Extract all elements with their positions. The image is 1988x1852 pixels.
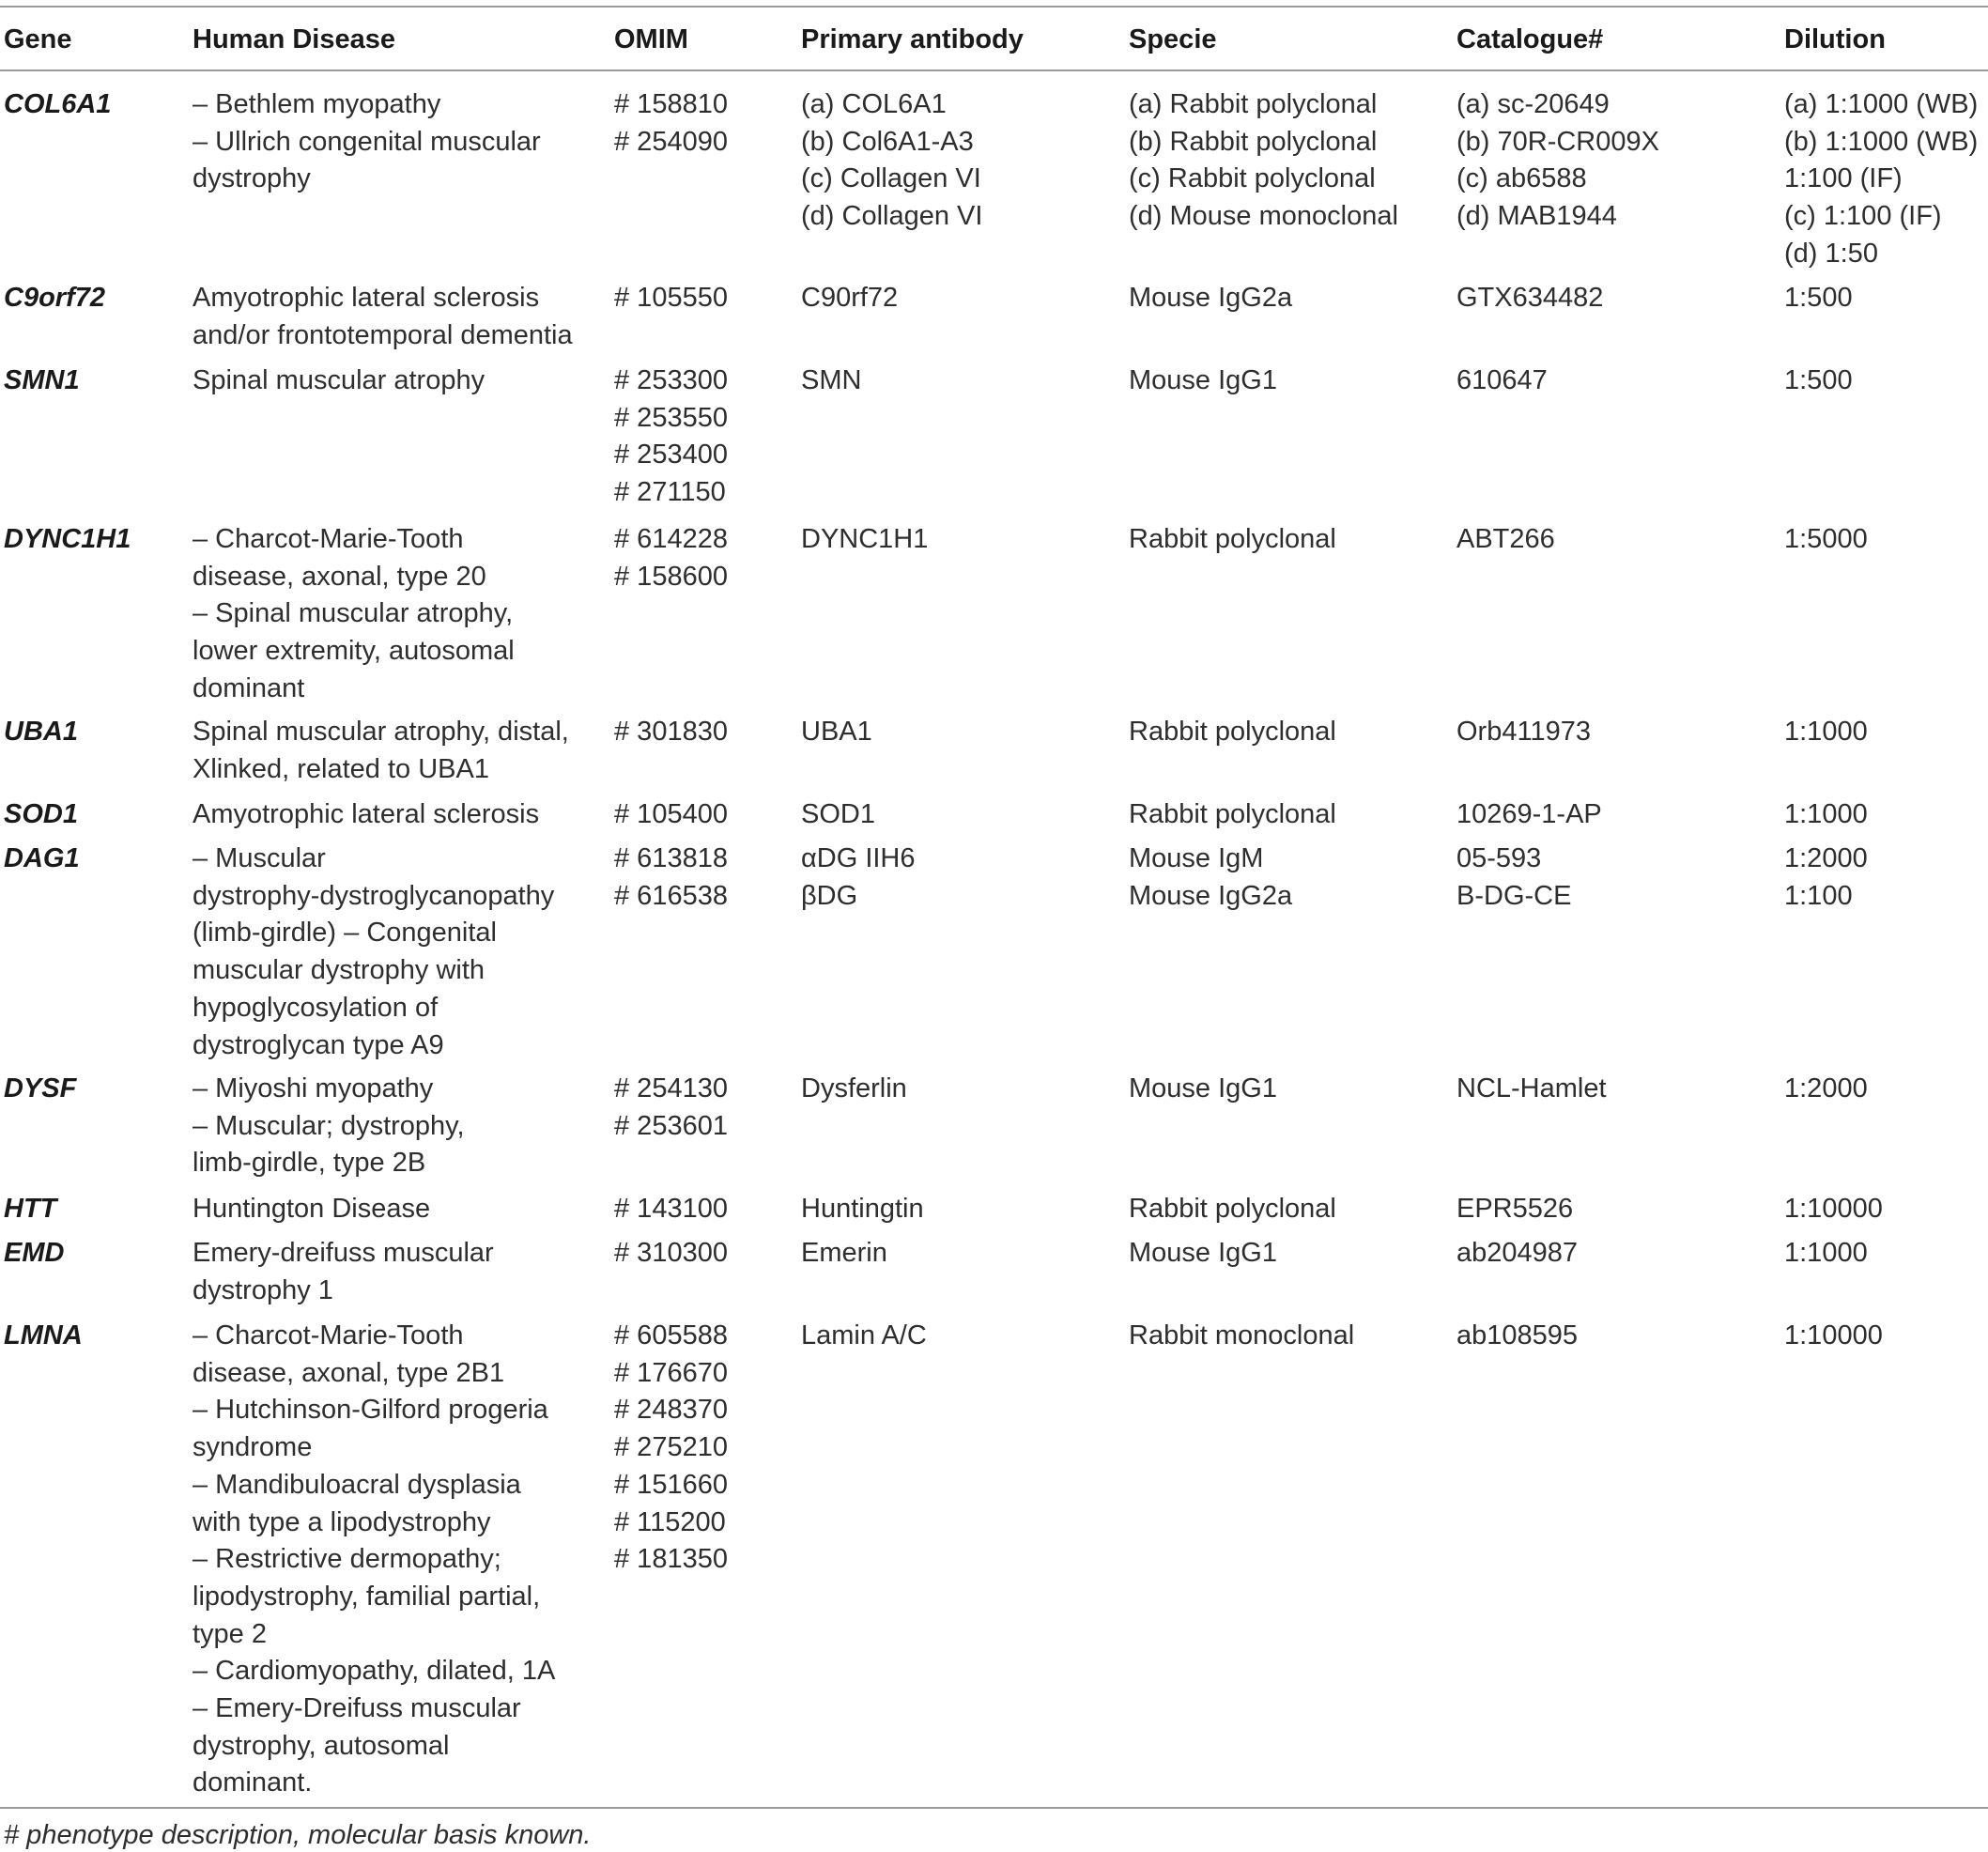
antibody-line: Dysferlin <box>801 1073 907 1103</box>
catalogue-line: GTX634482 <box>1456 283 1604 313</box>
omim-line: # 253300 <box>614 365 728 395</box>
dilution-line: 1:10000 <box>1784 1320 1883 1350</box>
omim-line: # 158600 <box>614 561 728 592</box>
dilution-line: 1:1000 <box>1784 1238 1868 1268</box>
specie-cell <box>1129 841 1292 915</box>
disease-line: – Mandibuloacral dysplasia <box>193 1469 521 1500</box>
specie-line: (c) Rabbit polyclonal <box>1129 163 1376 194</box>
dilution-cell <box>1784 280 1853 317</box>
catalogue-cell <box>1456 280 1603 317</box>
dilution-cell <box>1784 86 1978 273</box>
table-footnote: # phenotype description, molecular basis known. <box>4 1820 592 1850</box>
disease-line: hypoglycosylation of <box>193 992 439 1023</box>
header-antibody: Primary antibody <box>801 24 1024 54</box>
disease-line: Spinal muscular atrophy <box>193 365 485 395</box>
disease-cell <box>193 1191 430 1228</box>
disease-line: dominant. <box>193 1767 313 1798</box>
disease-line: and/or frontotemporal dementia <box>193 319 573 350</box>
omim-line: # 271150 <box>614 477 726 508</box>
specie-line: Mouse IgG2a <box>1129 880 1293 911</box>
specie-cell <box>1129 1071 1277 1108</box>
omim-cell <box>614 280 728 317</box>
antibody-line: Lamin A/C <box>801 1320 927 1350</box>
dilution-line: 1:5000 <box>1784 524 1868 554</box>
disease-line: – Ullrich congenital muscular <box>193 126 541 157</box>
dilution-cell <box>1784 1191 1883 1228</box>
omim-cell <box>614 796 728 834</box>
antibody-line: (a) COL6A1 <box>801 89 947 119</box>
dilution-line: 1:500 <box>1784 365 1853 395</box>
catalogue-line: (c) ab6588 <box>1456 163 1587 194</box>
specie-cell <box>1129 86 1398 236</box>
dilution-line: 1:2000 <box>1784 1073 1868 1103</box>
antibody-line: αDG IIH6 <box>801 843 916 873</box>
catalogue-line: EPR5526 <box>1456 1194 1574 1224</box>
antibody-line: DYNC1H1 <box>801 524 929 554</box>
catalogue-cell <box>1456 1235 1578 1273</box>
antibody-line: Emerin <box>801 1238 887 1268</box>
antibody-cell <box>801 796 875 834</box>
disease-line: – Restrictive dermopathy; <box>193 1544 501 1575</box>
dilution-line: 1:10000 <box>1784 1194 1883 1224</box>
omim-cell <box>614 1318 728 1579</box>
specie-line: Rabbit polyclonal <box>1129 524 1336 554</box>
dilution-cell <box>1784 841 1868 915</box>
table-bottom-rule <box>0 1807 1988 1809</box>
disease-line: with type a lipodystrophy <box>193 1506 491 1537</box>
gene-cell: LMNA <box>4 1320 83 1350</box>
header-rule <box>0 69 1988 71</box>
disease-line: disease, axonal, type 2B1 <box>193 1357 505 1388</box>
specie-line: (d) Mouse monoclonal <box>1129 201 1398 232</box>
disease-line: Xlinked, related to UBA1 <box>193 753 489 784</box>
dilution-line: 1:2000 <box>1784 843 1868 873</box>
specie-line: (a) Rabbit polyclonal <box>1129 89 1378 119</box>
disease-cell <box>193 86 541 198</box>
specie-line: Rabbit monoclonal <box>1129 1320 1355 1350</box>
omim-cell <box>614 1191 728 1228</box>
specie-line: Mouse IgG2a <box>1129 283 1293 313</box>
antibody-line: UBA1 <box>801 717 872 747</box>
disease-line: Amyotrophic lateral sclerosis <box>193 799 540 829</box>
omim-cell <box>614 363 728 512</box>
omim-line: # 616538 <box>614 880 728 911</box>
disease-line: limb-girdle, type 2B <box>193 1148 426 1179</box>
omim-cell <box>614 714 728 751</box>
omim-line: # 253601 <box>614 1110 728 1141</box>
antibody-cell <box>801 363 861 400</box>
dilution-cell <box>1784 1318 1883 1355</box>
dilution-cell <box>1784 714 1868 751</box>
disease-line: – Bethlem myopathy <box>193 89 441 119</box>
dilution-line: (d) 1:50 <box>1784 238 1878 269</box>
specie-cell <box>1129 1318 1354 1355</box>
omim-cell <box>614 1071 728 1145</box>
specie-line: Rabbit polyclonal <box>1129 717 1336 747</box>
disease-line: – Hutchinson-Gilford progeria <box>193 1395 548 1426</box>
catalogue-line: NCL-Hamlet <box>1456 1073 1607 1103</box>
specie-line: Mouse IgM <box>1129 843 1264 873</box>
catalogue-line: (a) sc-20649 <box>1456 89 1610 119</box>
omim-line: # 176670 <box>614 1357 728 1388</box>
omim-cell <box>614 521 728 595</box>
antibody-cell <box>801 1235 887 1273</box>
catalogue-cell <box>1456 841 1571 915</box>
catalogue-cell <box>1456 714 1591 751</box>
omim-line: # 275210 <box>614 1432 728 1463</box>
omim-line: # 115200 <box>614 1506 726 1537</box>
omim-line: # 310300 <box>614 1238 728 1268</box>
omim-cell <box>614 841 728 915</box>
antibody-cell <box>801 280 898 317</box>
dilution-line: (c) 1:100 (IF) <box>1784 201 1942 232</box>
gene-cell: DYSF <box>4 1073 77 1103</box>
specie-cell <box>1129 363 1277 400</box>
gene-cell: DAG1 <box>4 843 80 873</box>
header-gene: Gene <box>4 24 72 54</box>
gene-cell: EMD <box>4 1238 65 1268</box>
catalogue-line: 10269-1-AP <box>1456 799 1602 829</box>
catalogue-line: 05-593 <box>1456 843 1542 873</box>
dilution-line: 1:100 <box>1784 880 1853 911</box>
catalogue-line: (b) 70R-CR009X <box>1456 126 1659 157</box>
antibody-cell <box>801 714 872 751</box>
disease-line: dystrophy-dystroglycanopathy <box>193 880 555 911</box>
omim-line: # 614228 <box>614 524 728 554</box>
gene-cell: HTT <box>4 1194 57 1224</box>
gene-cell: C9orf72 <box>4 283 105 313</box>
catalogue-cell <box>1456 521 1555 559</box>
specie-cell <box>1129 796 1336 834</box>
disease-line: lipodystrophy, familial partial, <box>193 1581 541 1612</box>
disease-cell <box>193 1318 555 1802</box>
specie-cell <box>1129 1235 1277 1273</box>
omim-line: # 613818 <box>614 843 728 873</box>
dilution-line: (b) 1:1000 (WB) <box>1784 126 1979 157</box>
antibody-cell <box>801 1071 907 1108</box>
omim-line: # 143100 <box>614 1194 728 1224</box>
disease-line: – Cardiomyopathy, dilated, 1A <box>193 1656 556 1687</box>
specie-line: Rabbit polyclonal <box>1129 799 1336 829</box>
gene-cell: UBA1 <box>4 717 78 747</box>
dilution-line: 1:1000 <box>1784 717 1868 747</box>
omim-cell <box>614 1235 728 1273</box>
antibody-cell <box>801 841 916 915</box>
omim-line: # 253550 <box>614 402 728 433</box>
disease-line: – Spinal muscular atrophy, <box>193 598 514 629</box>
antibody-cell <box>801 1318 927 1355</box>
disease-line: lower extremity, autosomal <box>193 636 515 667</box>
disease-line: Amyotrophic lateral sclerosis <box>193 283 540 313</box>
specie-cell <box>1129 1191 1336 1228</box>
disease-line: muscular dystrophy with <box>193 955 485 986</box>
catalogue-line: ab108595 <box>1456 1320 1579 1350</box>
specie-line: Mouse IgG1 <box>1129 1073 1277 1103</box>
disease-line: – Charcot-Marie-Tooth <box>193 1320 464 1350</box>
disease-line: – Miyoshi myopathy <box>193 1073 434 1103</box>
catalogue-line: (d) MAB1944 <box>1456 201 1617 232</box>
disease-line: dystroglycan type A9 <box>193 1029 444 1060</box>
dilution-cell <box>1784 1071 1868 1108</box>
disease-line: dystrophy, autosomal <box>193 1730 450 1761</box>
antibody-line: (c) Collagen VI <box>801 163 981 194</box>
specie-line: Mouse IgG1 <box>1129 1238 1277 1268</box>
disease-line: type 2 <box>193 1618 267 1649</box>
header-specie: Specie <box>1129 24 1217 54</box>
disease-cell <box>193 521 515 708</box>
dilution-cell <box>1784 521 1868 559</box>
gene-cell: COL6A1 <box>4 89 112 119</box>
omim-line: # 105400 <box>614 799 728 829</box>
specie-line: Rabbit polyclonal <box>1129 1194 1336 1224</box>
dilution-line: (a) 1:1000 (WB) <box>1784 89 1979 119</box>
antibody-cell <box>801 1191 924 1228</box>
specie-cell <box>1129 714 1336 751</box>
header-omim: OMIM <box>614 24 688 54</box>
disease-line: Spinal muscular atrophy, distal, <box>193 717 569 747</box>
disease-line: (limb-girdle) – Congenital <box>193 918 497 949</box>
specie-cell <box>1129 521 1336 559</box>
dilution-cell <box>1784 363 1853 400</box>
catalogue-line: 610647 <box>1456 365 1548 395</box>
specie-cell <box>1129 280 1292 317</box>
antibody-line: (b) Col6A1-A3 <box>801 126 974 157</box>
header-dilution: Dilution <box>1784 24 1886 54</box>
disease-line: disease, axonal, type 20 <box>193 561 486 592</box>
catalogue-line: B-DG-CE <box>1456 880 1572 911</box>
catalogue-cell <box>1456 363 1548 400</box>
disease-line: Huntington Disease <box>193 1194 431 1224</box>
disease-cell <box>193 363 485 400</box>
omim-line: # 605588 <box>614 1320 728 1350</box>
disease-line: – Muscular <box>193 843 326 873</box>
disease-cell <box>193 714 569 788</box>
disease-line: dystrophy 1 <box>193 1274 333 1305</box>
omim-line: # 253400 <box>614 440 728 471</box>
catalogue-cell <box>1456 796 1602 834</box>
gene-cell: SOD1 <box>4 799 78 829</box>
catalogue-cell <box>1456 1071 1607 1108</box>
omim-line: # 151660 <box>614 1469 728 1500</box>
antibody-line: C90rf72 <box>801 283 899 313</box>
dilution-cell <box>1784 1235 1868 1273</box>
omim-line: # 254090 <box>614 126 728 157</box>
disease-cell <box>193 280 573 354</box>
antibody-line: (d) Collagen VI <box>801 201 983 232</box>
omim-line: # 301830 <box>614 717 728 747</box>
antibody-line: SMN <box>801 365 862 395</box>
disease-cell <box>193 1235 494 1309</box>
catalogue-cell <box>1456 86 1659 236</box>
omim-line: # 254130 <box>614 1073 728 1103</box>
catalogue-line: ABT266 <box>1456 524 1555 554</box>
disease-line: – Muscular; dystrophy, <box>193 1110 465 1141</box>
disease-cell <box>193 796 539 834</box>
omim-line: # 248370 <box>614 1395 728 1426</box>
specie-line: Mouse IgG1 <box>1129 365 1277 395</box>
disease-cell <box>193 841 554 1064</box>
specie-line: (b) Rabbit polyclonal <box>1129 126 1378 157</box>
dilution-line: 1:1000 <box>1784 799 1868 829</box>
catalogue-cell <box>1456 1191 1573 1228</box>
dilution-cell <box>1784 796 1868 834</box>
dilution-line: 1:100 (IF) <box>1784 163 1903 194</box>
disease-line: – Emery-Dreifuss muscular <box>193 1693 521 1724</box>
disease-line: Emery-dreifuss muscular <box>193 1238 494 1268</box>
antibody-cell <box>801 521 928 559</box>
disease-line: – Charcot-Marie-Tooth <box>193 524 464 554</box>
dilution-line: 1:500 <box>1784 283 1853 313</box>
catalogue-line: ab204987 <box>1456 1238 1579 1268</box>
table-top-rule <box>0 6 1988 8</box>
omim-line: # 181350 <box>614 1544 728 1575</box>
header-catalogue: Catalogue# <box>1456 24 1604 54</box>
omim-cell <box>614 86 728 161</box>
gene-cell: DYNC1H1 <box>4 524 131 554</box>
antibody-line: Huntingtin <box>801 1194 924 1224</box>
disease-cell <box>193 1071 465 1182</box>
gene-cell: SMN1 <box>4 365 80 395</box>
omim-line: # 105550 <box>614 283 728 313</box>
catalogue-line: Orb411973 <box>1456 717 1591 747</box>
catalogue-cell <box>1456 1318 1578 1355</box>
disease-line: dominant <box>193 672 305 703</box>
disease-line: syndrome <box>193 1432 313 1463</box>
antibody-cell <box>801 86 982 236</box>
omim-line: # 158810 <box>614 89 728 119</box>
disease-line: dystrophy <box>193 163 311 194</box>
antibody-line: SOD1 <box>801 799 875 829</box>
header-disease: Human Disease <box>193 24 395 54</box>
antibody-line: βDG <box>801 880 858 911</box>
